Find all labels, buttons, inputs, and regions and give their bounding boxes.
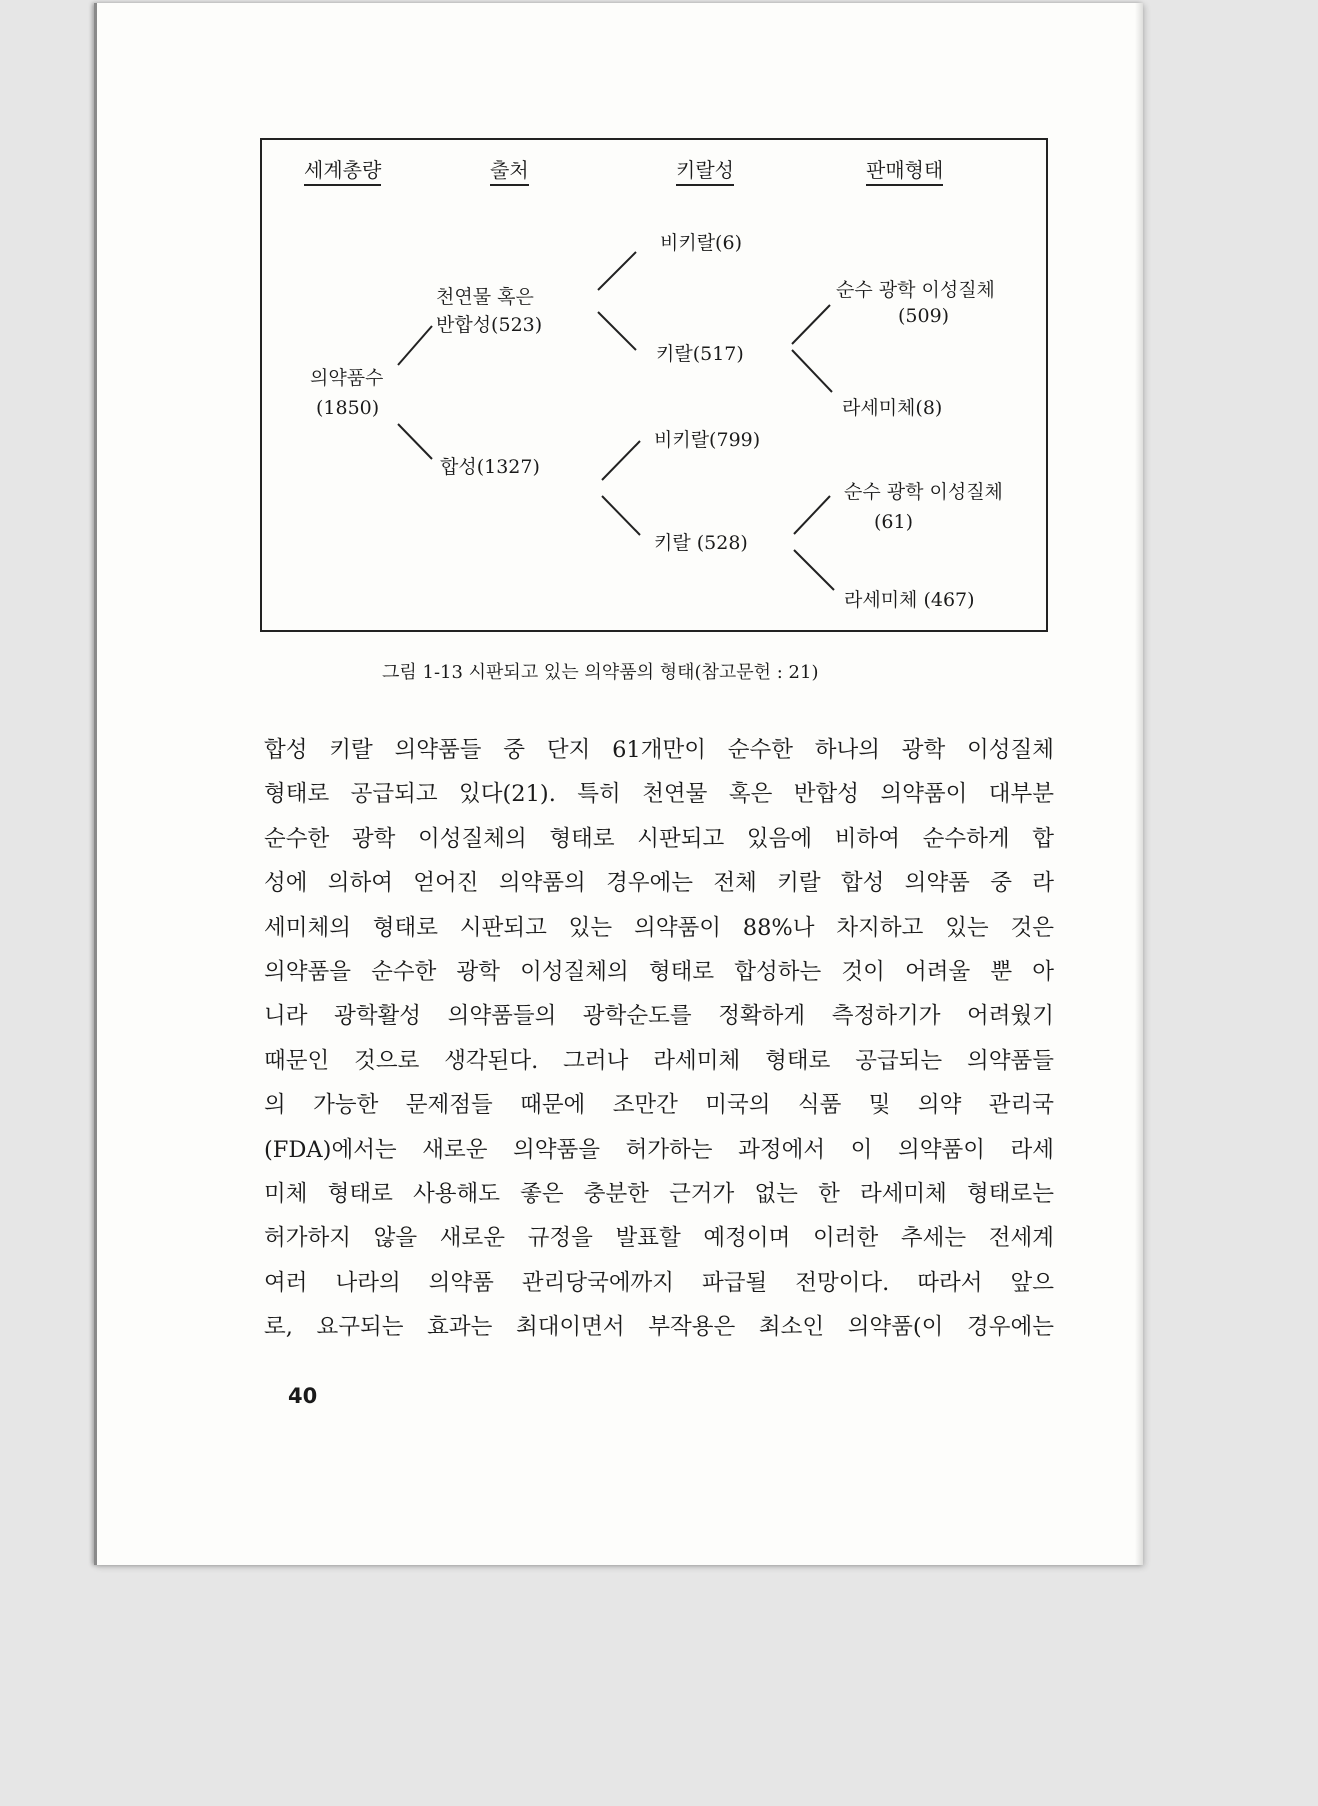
connector-synthetic-racemic [794, 550, 834, 590]
connector-natural-chiral [598, 312, 636, 350]
body-line: 합성 키랄 의약품들 중 단지 61개만이 순수한 하나의 광학 이성질체 [264, 737, 1054, 763]
node-natural-pure-line1: 순수 광학 이성질체 [836, 279, 995, 301]
node-natural-chiral: 키랄(517) [656, 343, 744, 365]
body-line: 세미체의 형태로 시판되고 있는 의약품이 88%나 차지하고 있는 것은 [264, 914, 1054, 941]
body-line: 때문인 것으로 생각된다. 그러나 라세미체 형태로 공급되는 의약품들 [264, 1047, 1054, 1074]
connector-synthetic-chiral [602, 496, 640, 535]
body-line: 허가하지 않을 새로운 규정을 발표할 예정이며 이러한 추세는 전세계 [264, 1225, 1054, 1252]
header-source: 출처 [490, 160, 529, 186]
body-line: 순수한 광학 이성질체의 형태로 시판되고 있음에 비하여 순수하게 합 [264, 825, 1054, 852]
header-sales-form: 판매형태 [866, 160, 943, 186]
node-synthetic-achiral: 비키랄(799) [654, 429, 761, 451]
connector-natural-pure [792, 305, 830, 344]
node-natural-line1: 천연물 혹은 [436, 286, 534, 308]
node-natural-racemic: 라세미체(8) [842, 397, 943, 419]
node-natural-line2: 반합성(523) [436, 314, 543, 336]
header-world-total: 세계총량 [304, 160, 381, 186]
node-synthetic: 합성(1327) [440, 456, 540, 478]
connector-synthetic-achiral [602, 441, 640, 480]
header-chirality: 키랄성 [676, 160, 734, 186]
body-line: 로, 요구되는 효과는 최대이면서 부작용은 최소인 의약품(이 경우에는 [264, 1314, 1054, 1341]
node-synthetic-pure-line1: 순수 광학 이성질체 [844, 481, 1003, 503]
connector-natural-racemic [792, 350, 832, 392]
page-number: 40 [288, 1384, 318, 1408]
node-synthetic-pure-line2: (61) [874, 511, 914, 533]
body-line: 미체 형태로 사용해도 좋은 충분한 근거가 없는 한 라세미체 형태로는 [264, 1181, 1054, 1208]
node-natural-achiral: 비키랄(6) [660, 232, 742, 254]
connector-natural-achiral [598, 252, 636, 290]
node-natural-pure-line2: (509) [898, 305, 950, 327]
body-line: (FDA)에서는 새로운 의약품을 허가하는 과정에서 이 의약품이 라세 [264, 1136, 1054, 1163]
body-line: 형태로 공급되고 있다(21). 특히 천연물 혹은 반합성 의약품이 대부분 [264, 781, 1054, 808]
connector-root-synthetic [398, 424, 432, 459]
node-synthetic-racemic: 라세미체 (467) [844, 589, 975, 611]
body-paragraph [264, 728, 1054, 1350]
body-line: 여러 나라의 의약품 관리당국에까지 파급될 전망이다. 따라서 앞으 [264, 1269, 1054, 1296]
connector-root-natural [398, 326, 432, 365]
node-synthetic-chiral: 키랄 (528) [654, 532, 748, 554]
node-root-count: (1850) [316, 397, 380, 419]
body-line: 니라 광학활성 의약품들의 광학순도를 정확하게 측정하기가 어려웠기 [264, 1003, 1054, 1030]
node-root-label: 의약품수 [310, 367, 384, 389]
body-line: 의 가능한 문제점들 때문에 조만간 미국의 식품 및 의약 관리국 [264, 1092, 1054, 1119]
body-line: 성에 의하여 얻어진 의약품의 경우에는 전체 키랄 합성 의약품 중 라 [264, 870, 1054, 897]
figure-caption: 그림 1-13 시판되고 있는 의약품의 형태(참고문헌 : 21) [382, 662, 819, 683]
connector-synthetic-pure [794, 496, 830, 534]
body-line: 의약품을 순수한 광학 이성질체의 형태로 합성하는 것이 어려울 뿐 아 [264, 959, 1054, 986]
